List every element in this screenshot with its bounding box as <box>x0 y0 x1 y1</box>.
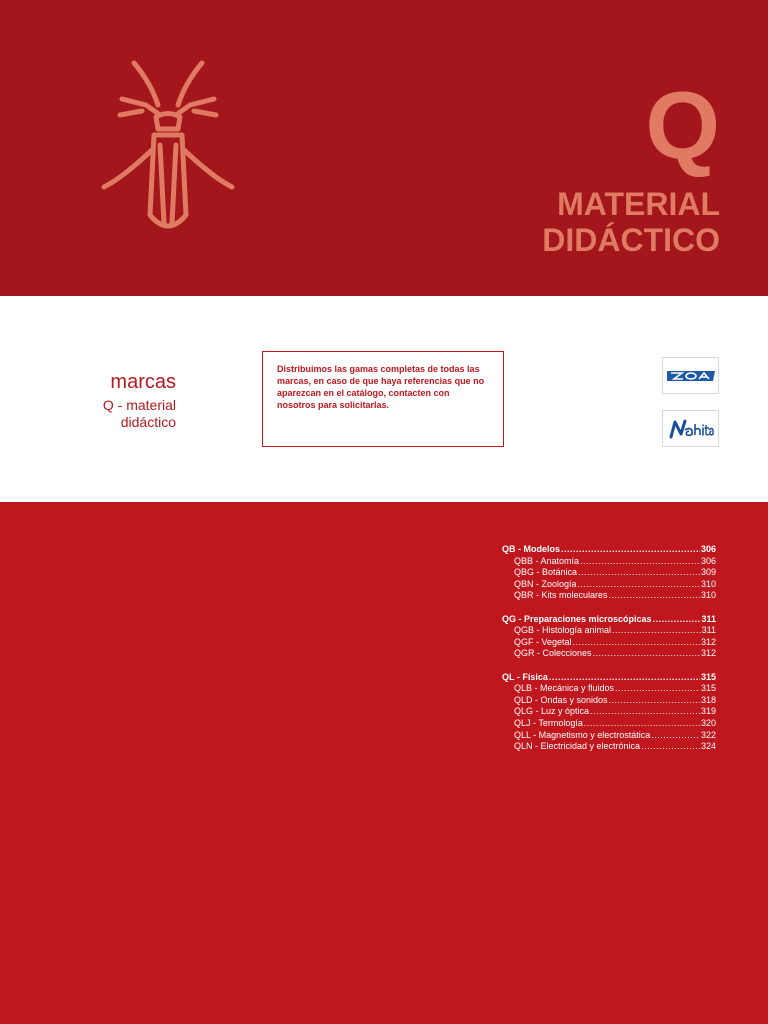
toc-item[interactable] <box>502 556 716 568</box>
toc-label: QGB - Histología animal <box>514 625 612 636</box>
toc-leader <box>549 672 700 684</box>
nahita-logo-icon <box>668 418 714 440</box>
toc-label: QGR - Colecciones <box>514 648 592 659</box>
section-title <box>542 186 720 258</box>
toc-page: 315 <box>700 683 716 694</box>
brands-heading: marcas <box>110 371 176 393</box>
zoa-logo-icon <box>666 368 716 384</box>
toc-item[interactable] <box>502 567 716 579</box>
toc-page: 306 <box>700 555 716 566</box>
section-title-line2: DIDÁCTICO <box>542 222 720 258</box>
toc-heading[interactable] <box>502 672 716 684</box>
toc-item[interactable] <box>502 695 716 707</box>
toc-page: 310 <box>700 578 716 589</box>
toc-leader <box>584 718 700 730</box>
section-letter: Q <box>645 72 720 179</box>
toc-item[interactable] <box>502 741 716 753</box>
toc-leader <box>615 683 700 695</box>
toc-page: 324 <box>700 741 716 752</box>
toc-group-preparaciones <box>502 614 716 660</box>
toc-label: QB - Modelos <box>502 544 560 554</box>
toc-page: 311 <box>701 613 716 624</box>
toc-leader <box>651 730 700 742</box>
toc-leader <box>580 556 700 568</box>
toc-label: QBR - Kits moleculares <box>514 590 608 601</box>
brands-subheading <box>36 397 176 431</box>
toc-label: QBG - Botánica <box>514 567 578 578</box>
toc-item[interactable] <box>502 683 716 695</box>
table-of-contents <box>502 544 716 764</box>
zoa-logo[interactable] <box>662 357 719 394</box>
toc-page: 310 <box>700 590 716 601</box>
toc-label: QLB - Mecánica y fluidos <box>514 683 615 694</box>
toc-page: 306 <box>700 544 716 554</box>
toc-group-fisica <box>502 672 716 753</box>
nahita-logo[interactable] <box>662 410 719 447</box>
toc-leader <box>593 648 700 660</box>
toc-page: 320 <box>700 717 716 728</box>
toc-page: 318 <box>700 694 716 705</box>
toc-label: QLD - Ondas y sonidos <box>514 694 608 705</box>
toc-leader <box>609 695 700 707</box>
toc-leader <box>590 706 700 718</box>
toc-item[interactable] <box>502 590 716 602</box>
toc-item[interactable] <box>502 730 716 742</box>
toc-label: QLJ - Termología <box>514 717 583 728</box>
brands-notice: Distribuimos las gamas completas de todas las marcas, en caso de que haya referencias que no aparezcan en el catálogo, contacten con nosotros para solicitarlas. <box>262 351 504 447</box>
toc-leader <box>578 567 700 579</box>
toc-heading[interactable] <box>502 544 716 556</box>
toc-label: QLG - Luz y óptica <box>514 706 590 717</box>
toc-page: 312 <box>700 636 716 647</box>
toc-page: 322 <box>700 729 716 740</box>
toc-item[interactable] <box>502 637 716 649</box>
toc-label: QLN - Electricidad y electrónica <box>514 741 641 752</box>
brands-subheading-line1: Q - material <box>102 397 176 413</box>
toc-item[interactable] <box>502 706 716 718</box>
toc-item[interactable] <box>502 718 716 730</box>
toc-leader <box>578 579 700 591</box>
toc-leader <box>641 741 700 753</box>
toc-page: 309 <box>700 567 716 578</box>
toc-leader <box>653 614 701 626</box>
toc-label: QGF - Vegetal <box>514 636 572 647</box>
header-band <box>0 0 768 296</box>
toc-label: QG - Preparaciones microscópicas <box>502 613 652 624</box>
toc-page: 319 <box>700 706 716 717</box>
toc-heading[interactable] <box>502 614 716 626</box>
brands-subheading-line2: didáctico <box>120 414 176 430</box>
toc-leader <box>561 544 700 556</box>
toc-page: 315 <box>700 671 716 682</box>
toc-page: 311 <box>701 625 716 636</box>
toc-item[interactable] <box>502 648 716 660</box>
toc-leader <box>573 637 700 649</box>
toc-item[interactable] <box>502 579 716 591</box>
toc-leader <box>612 625 701 637</box>
toc-label: QLL - Magnetismo y electrostática <box>514 729 651 740</box>
toc-label: QBN - Zoología <box>514 578 577 589</box>
toc-group-modelos <box>502 544 716 602</box>
toc-label: QL - Física <box>502 671 548 682</box>
section-title-line1: MATERIAL <box>557 186 720 222</box>
toc-leader <box>609 590 700 602</box>
grasshopper-icon <box>98 55 238 235</box>
toc-label: QBB - Anatomía <box>514 555 580 566</box>
toc-page: 312 <box>700 648 716 659</box>
toc-item[interactable] <box>502 625 716 637</box>
